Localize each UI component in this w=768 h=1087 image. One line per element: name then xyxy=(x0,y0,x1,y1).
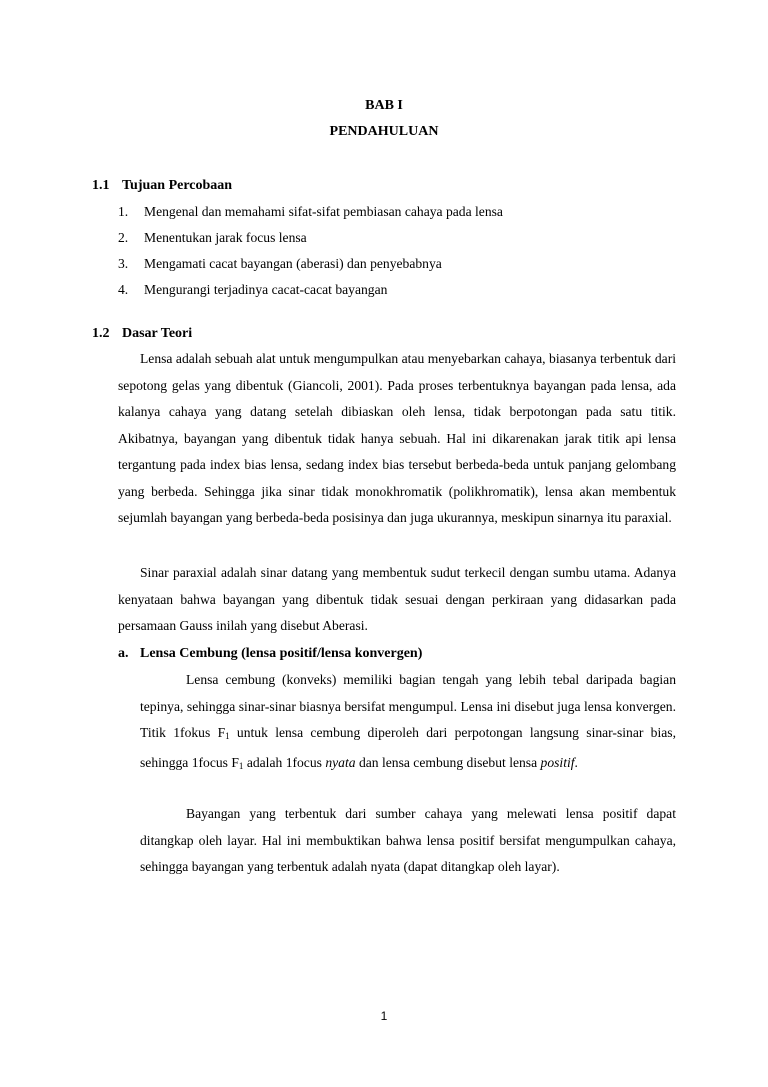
section-title: Tujuan Percobaan xyxy=(122,178,233,193)
section-title: Dasar Teori xyxy=(122,326,193,341)
list-text: Mengenal dan memahami sifat-sifat pembiasan cahaya pada lensa xyxy=(144,204,503,219)
list-item xyxy=(118,204,503,220)
text-run: adalah 1focus xyxy=(243,754,326,770)
paragraph-text: Lensa adalah sebuah alat untuk mengumpulkan atau menyebarkan cahaya, biasanya terbentuk dari sepotong gelas yang dibentuk (Giancoli, 2001). Pada proses terbentuknya bayangan pada lensa, ada kalanya cahaya yang datang setelah dibiaskan oleh lensa, tidak berpotongan pada satu titik. Akibatnya, bayangan yang dibentuk tidak hanya sebuah. Hal ini dikarenakan jarak titik api lensa tergantung pada index bias lensa, sedang index bias tersebut berbeda-beda untuk panjang gelombang yang berbeda. Sehingga jika sinar tidak monokhromatik (polikhromatik), lensa akan membentuk sejumlah bayangan yang berbeda-beda posisinya dan juga ukurannya, meskipun sinarnya itu paraxial. xyxy=(118,351,676,525)
paragraph-text xyxy=(140,667,676,779)
list-item xyxy=(118,256,442,272)
section-heading-dasar-teori xyxy=(92,326,192,342)
text-run: . xyxy=(574,754,578,770)
text-run: untuk lensa cembung diperoleh dari perpotongan langsung sinar-sinar bias, sehingga 1focus F xyxy=(140,725,676,770)
section-number: 1.1 xyxy=(92,178,110,193)
list-number: 2. xyxy=(118,230,129,245)
list-text: Mengamati cacat bayangan (aberasi) dan penyebabnya xyxy=(144,256,442,271)
lensa-cembung-paragraph-2 xyxy=(140,801,676,881)
list-item xyxy=(118,230,307,246)
page-number: 1 xyxy=(380,1009,388,1023)
list-number: 1. xyxy=(118,204,129,219)
italic-term: nyata xyxy=(325,754,356,770)
subsection-heading-lensa-cembung xyxy=(118,646,422,662)
subscript: 1 xyxy=(238,760,244,771)
text-run: dan lensa cembung disebut lensa xyxy=(355,754,541,770)
list-text: Mengurangi terjadinya cacat-cacat bayangan xyxy=(144,282,388,297)
section-number: 1.2 xyxy=(92,326,110,341)
theory-paragraph-1 xyxy=(118,346,676,532)
subsection-title: Lensa Cembung (lensa positif/lensa konvergen) xyxy=(140,646,423,661)
list-number: 3. xyxy=(118,256,129,271)
lensa-cembung-paragraph-1 xyxy=(140,667,676,779)
italic-term: positif xyxy=(540,754,575,770)
list-text: Menentukan jarak focus lensa xyxy=(144,230,307,245)
paragraph-text: Sinar paraxial adalah sinar datang yang membentuk sudut terkecil dengan sumbu utama. Adanya kenyataan bahwa bayangan yang dibentuk tidak sesuai dengan perkiraan yang didasarkan pada persamaan Gauss inilah yang disebut Aberasi. xyxy=(118,565,676,633)
chapter-title: PENDAHULUAN xyxy=(329,124,439,139)
text-run: Lensa cembung (konveks) memiliki bagian tengah yang lebih tebal daripada bagian tepinya, sehingga sinar-sinar biasnya bersifat mengumpul. Lensa ini disebut juga lensa konvergen. Titik 1fokus F xyxy=(140,672,676,740)
subscript: 1 xyxy=(225,731,230,741)
list-item xyxy=(118,282,387,298)
list-number: 4. xyxy=(118,282,129,297)
paragraph-text: Bayangan yang terbentuk dari sumber cahaya yang melewati lensa positif dapat ditangkap oleh layar. Hal ini membuktikan bahwa lensa positif bersifat mengumpulkan cahaya, sehingga bayangan yang terbentuk adalah nyata (dapat ditangkap oleh layar). xyxy=(140,806,676,874)
section-heading-tujuan xyxy=(92,178,232,194)
subsection-letter: a. xyxy=(118,646,129,661)
theory-paragraph-2 xyxy=(118,560,676,640)
chapter-label: BAB I xyxy=(365,98,403,113)
